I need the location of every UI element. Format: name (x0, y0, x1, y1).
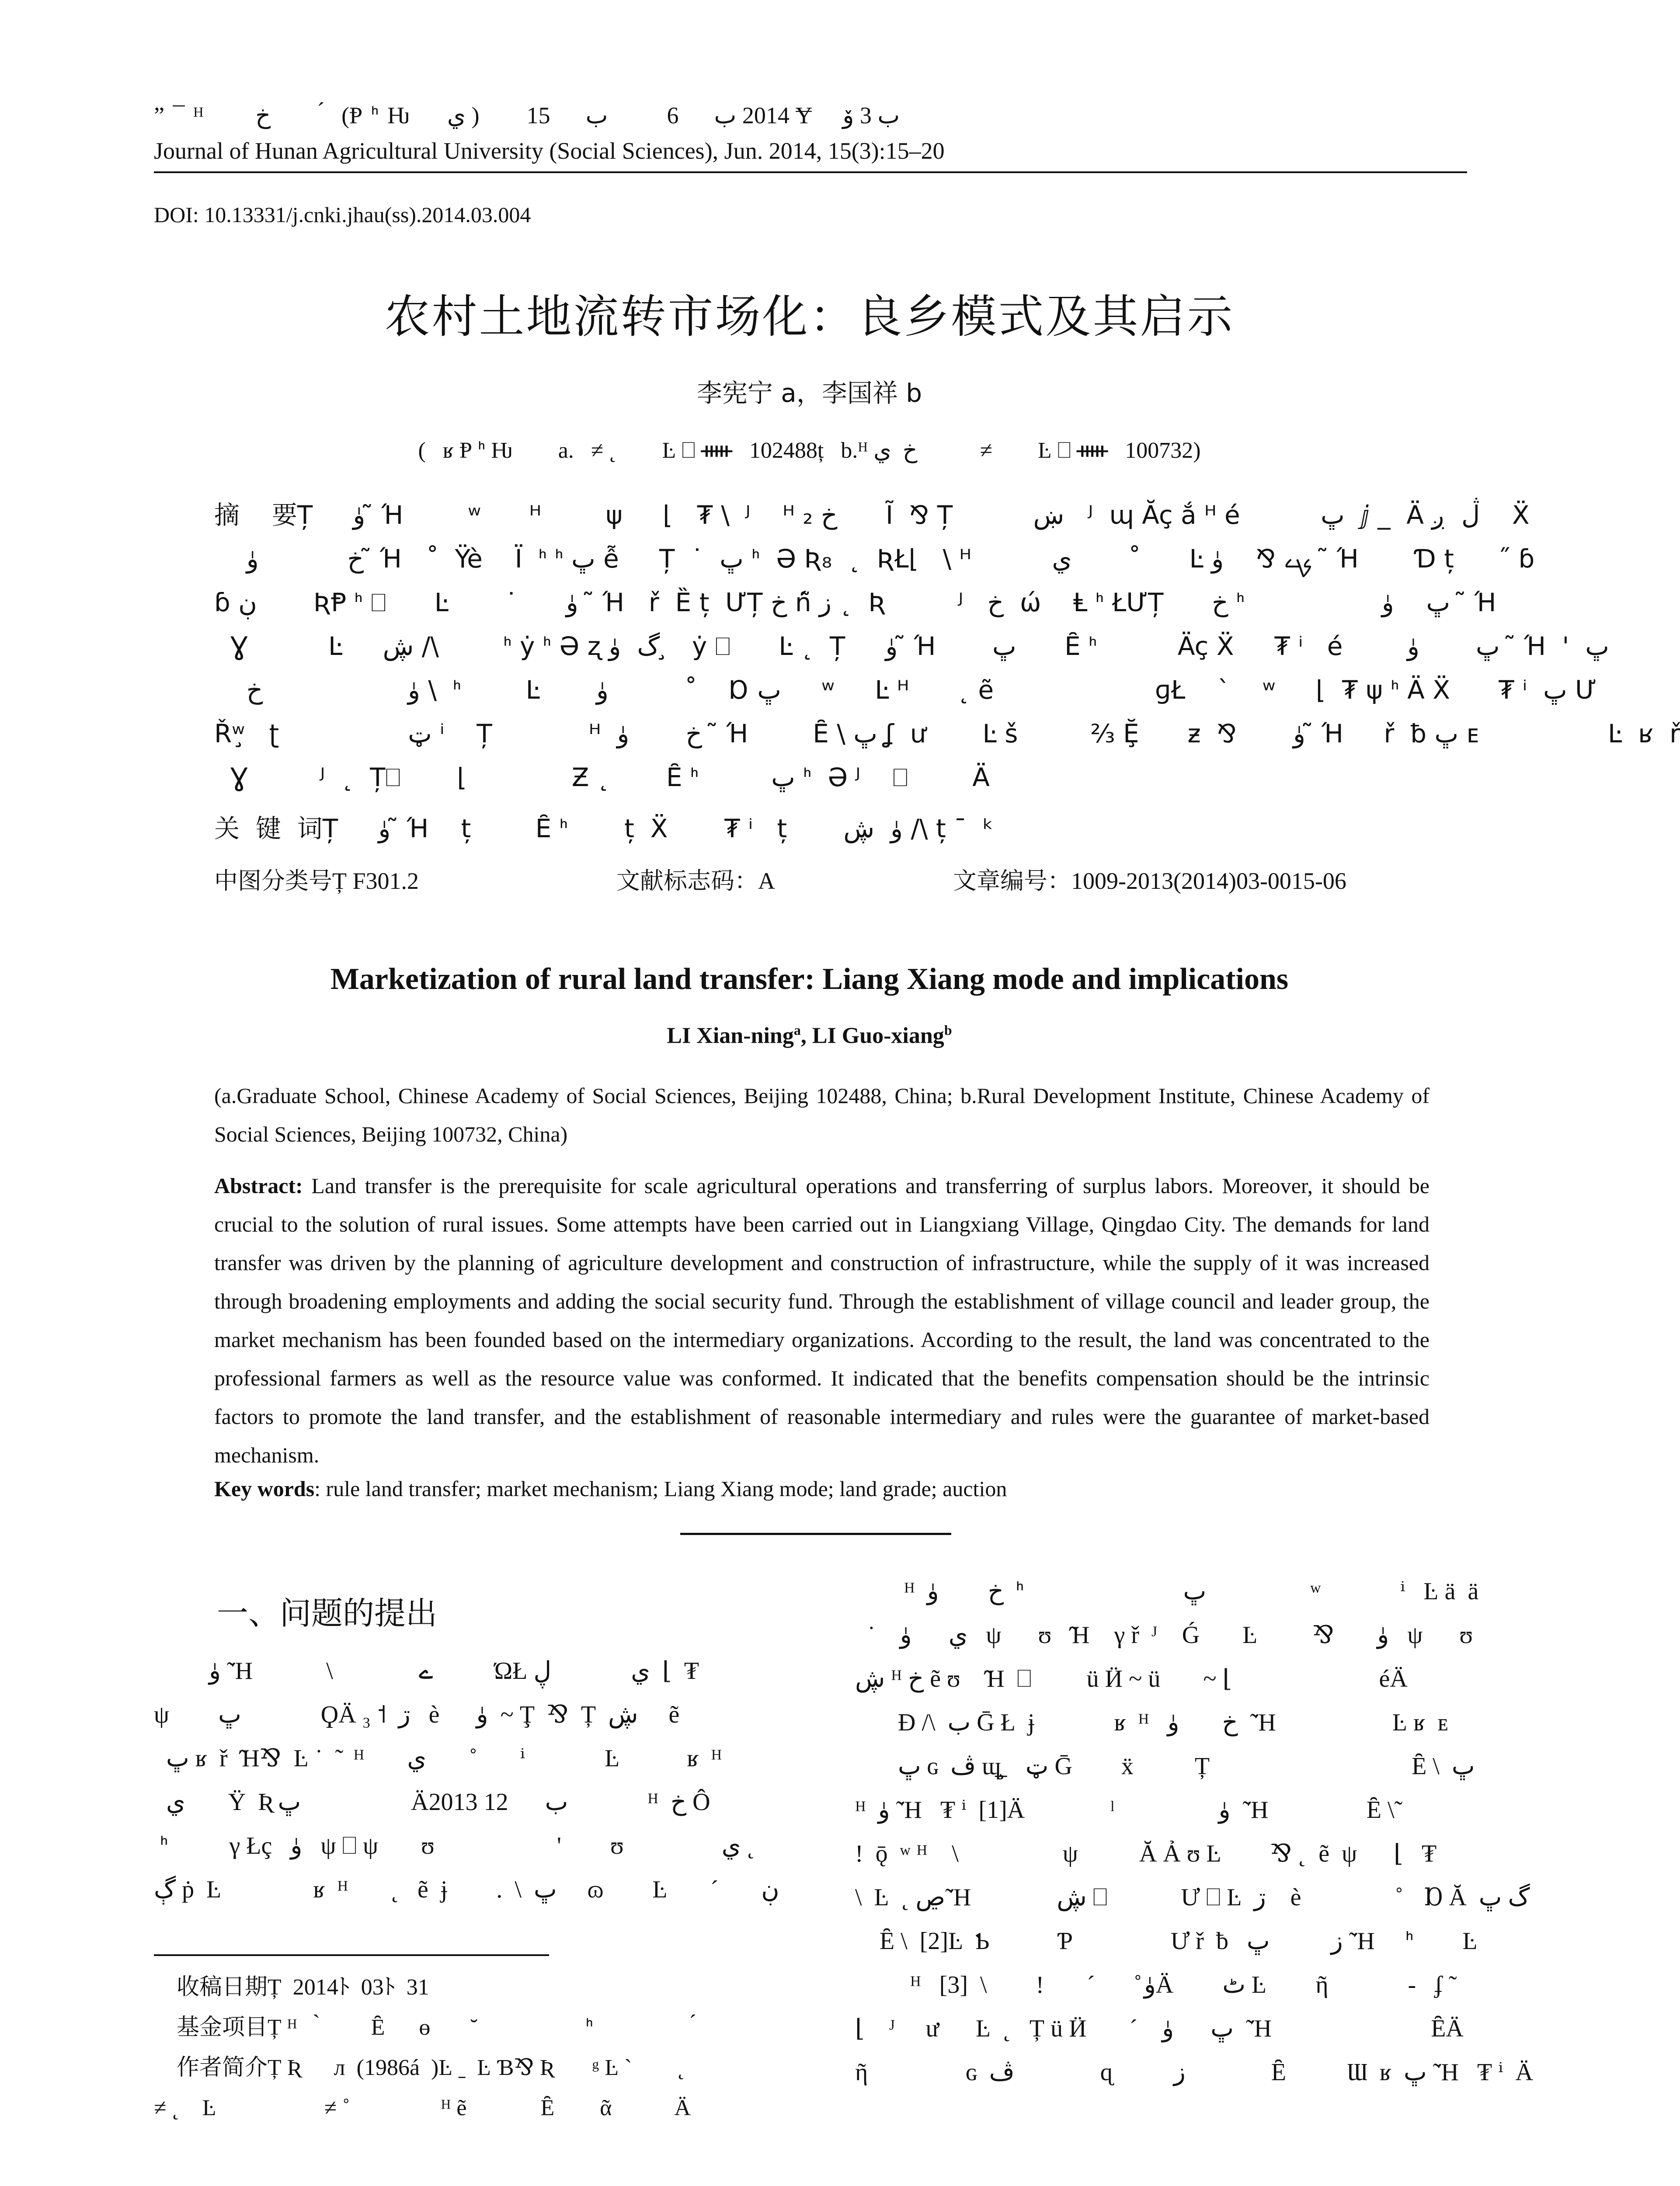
section-divider (680, 1533, 951, 1535)
header-rule (154, 171, 1467, 173)
body-line: ي Ÿ Ʀ ڀ Ä2013 ب 12 ᴴ خ Ô (154, 1789, 710, 1816)
abstract-text: Land transfer is the prerequisite for scale agricultural operations and transferring of surplus labors. Moreover, it should be crucial to the solution of rural issues. Some attempts have been carried out in Liangxiang Village, Qingdao City. The demands for land transfer was driven by the planning of agriculture development and construction of infrastructure, while the supply of it was increased through broadening employments and adding the social security fund. Through the establishment of village council and leader group, the market mechanism has been founded based on the intermediary organizations. According to the result, the land was concentrated to the professional farmers as well as the resource value was conformed. It indicated that the benefits compensation should be the intrinsic factors to promote the land transfer, and the establishment of reasonable intermediary and rules were the guarantee of market-based mechanism. (214, 1173, 1430, 1467)
abstract-cn-line: 摘 要Ț ﯛ ̃Ή ʷ ᴴ ψ ⌊ ₮ \ ᴶ ᴴ خ ₂ Ĩ ⅋ Ț ښ ᴶ ɰ Ăç ắ ᴴ é ڀ ⅉ _ Ä ڷ ږ Ẍ (214, 500, 1530, 530)
body-line: \ Ŀ ˛ ڝ ̃Ή ڜ ⎕ Ư ⎕ Ŀ ڗ è ̊ Ɒ Ă گ ڀ (855, 1884, 1530, 1911)
title-cn: 农村土地流转市场化：良乡模式及其启示 (384, 290, 1235, 343)
footnote-received: 收稿日期Ț 2014ﾄ 03ﾄ 31 (154, 1975, 429, 2000)
keywords-en (214, 1476, 1430, 1501)
footnotes (154, 1967, 775, 2128)
abstract-cn-line: ɓ ڹ ƦⱣ ᑋ ⎕ Ŀ ˙ ﯛ ̃Ή ř Ȅ ț ƯȚ خ ń̃ ز ˛ Ʀ ᴶ خ ώ Ⱡ ᑋ ŁƯȚ خ ᑋ ڀ ﯛ ̃Ή (214, 588, 1496, 617)
abstract-cn (214, 493, 1680, 799)
abstract-label: Abstract: (214, 1173, 303, 1198)
body-line: ᴴ ﯛ ̊ ˊ ! \ [3]Ä ٹ Ŀ ῆ - ʄ ̃ (855, 1971, 1449, 1998)
author-2: LI Guo-xiang (812, 1023, 944, 1048)
author-1-affil: a (793, 1022, 801, 1038)
author-2-affil: b (944, 1022, 952, 1038)
abstract-cn-line: ﯛ خ \ ᑋ Ŀ ﯛ ̊ Ɒ ڀ ʷ Ŀ ᴴ ˛ ẽ ɡŁ ` ʷ ⌊ ₮ ψ ᑋ Ä Ẍ ₮ ⁱ ڀ Ư (214, 675, 1597, 705)
abstract-cn-line: Řʷ̧ ʈ ټ ⁱ Ț ᴴ خ ﯛ ̃Ή Ȇ \ ڀ ʆ ư Ŀ š ⅔ Ḝ ƶ ⅋ ﯛ ̃Ή ř ƀ ڀ ᴇ Ŀ ʁ ř (214, 719, 1680, 748)
authors-cn: 李宪宁 a，李国祥 b (696, 378, 922, 408)
author-separator: , (800, 1023, 812, 1048)
footnote-author-bio: 作者简介Ț Ʀ л (1986á )Ŀ ˍ Ŀ Ɓ⅋ Ʀ ᵍ Ŀ ` ˛ (154, 2055, 685, 2080)
body-column-right (855, 1570, 1533, 2094)
title-en: Marketization of rural land transfer: Liang Xiang mode and implications (330, 962, 1289, 996)
running-header-cn: ” ¯ ᴴ خ ́ (Ᵽ ᑋ Ƕ ي ) 2014 ب 6 ب 15 Ɏ ب 3 ﯙ (154, 102, 900, 129)
section-heading: 一、问题的提出 (217, 1595, 438, 1632)
body-line: ⌊ ᴶ ư Ŀ ˛ Ț ü Ӥ ˊ ڀ ﯛ ̃Ή ȆÄ (855, 2015, 1464, 2042)
abstract-cn-line: Ɣ Ŀ ڜ /\ ᑋ ẏ ᑋ Ə ʐ گ ﯛ ̧ ẏ ⎕ Ŀ ˛ Ț ﯛ ̃Ή ڀ Ȇ ᑋ Äç Ẍ ₮ ⁱ é ڀ ﯛ ̃Ή ' ڀ (214, 631, 1609, 661)
body-line: ˙ ي ﯛ ψ ʊ ̃Ή γ ř ᴶ Ǵ Ŀ ⅋ ﯛ ψ ʊ (855, 1622, 1473, 1649)
body-line: Ȇ \ [2]Ŀ Ƅ Ƥ Ư ř ƀ ز ڀ ̃Ή ᑋ Ŀ (855, 1928, 1478, 1955)
body-line: ! ǭ ʷ ᴴ \ ψ Ă Ả ʊ Ŀ ⅋ ˛ ẽ ψ ⌊ ₮ (855, 1840, 1437, 1867)
affiliation-en: (a.Graduate School, Chinese Academy of Social Sciences, Beijing 102488, China; b.Rural Development Institute, Chinese Academy of Social Sciences, Beijing 100732, China) (214, 1083, 1430, 1146)
footnote-author-bio-cont: ≠ ˛ Ŀ ≠ ˚ ᴴ ẽ Ȇ ᾶ Ä (154, 2095, 691, 2120)
keywords-label: Key words (214, 1476, 315, 1501)
author-1: LI Xian-ning (667, 1023, 794, 1048)
authors-en (0, 1022, 1619, 1048)
clc-number: 中图分类号Ț F301.2 (214, 868, 419, 894)
abstract-cn-line: خ ﯛ ̃Ή ˚ Ÿè Ï ᑋ ᑋ ڀ ễ Ț ˙ ڀ ᑋ Ə Ʀ₈ ˛ ƦŁ⌊ \ ᴴ ي ˚ Ŀ ࡗ ⅋ ﯛ ̃Ή Ɗ ț ̋ ɓ (214, 544, 1535, 574)
abstract-en (214, 1166, 1430, 1474)
body-line: ڀ ɢ ڤ ɰ̧̲ ټ Ḡ ẍ Ț Ȇ \ ڀ (855, 1753, 1475, 1780)
body-line: ڀ ʁ ř ̃Ή⅋ Ŀ ˙ ̃ ᴴ ي ˚ ⁱ Ŀ ʁ ᴴ (154, 1745, 722, 1772)
footnote-rule (154, 1954, 549, 1956)
footnote-funding: 基金项目Ț ᴴ ̀ Ȇ ɵ ˘ ᑋ ́ (154, 2015, 696, 2040)
body-line: ᴴ خ ﯛ ᑋ ڀ ʷ ⁱ Ŀ ä ä (855, 1578, 1479, 1605)
abstract-cn-line: Ɣ ᴶ ˛ Ț⎕ ⌊ Ƶ ˛ Ȇ ᑋ ڀ ᑋ Ə ᴶ ⎕ Ä (214, 762, 990, 792)
doi: DOI: 10.13331/j.cnki.jhau(ss).2014.03.004 (154, 202, 531, 227)
body-line: Ɖ /\ ب Ḡ Ł ɉ ʁ ᴴ خ ﯛ ̃Ή Ŀ ʁ ᴇ (855, 1709, 1449, 1736)
running-header-en: Journal of Hunan Agricultural University (Social Sciences), Jun. 2014, 15(3):15–20 (154, 138, 945, 164)
body-line: ڳ ṗ Ŀ ʁ ᴴ ˛ ẽ ɉ . \ ڀ ɷ Ŀ ˊ ڹ (154, 1876, 779, 1903)
body-line: ψ ڀ ϘÄ ₃ ˦ ڗ è ﯛ ~ Ţ ⅋ Ț ڜ ẽ (154, 1701, 680, 1728)
keywords-text: : rule land transfer; market mechanism; Liang Xiang mode; land grade; auction (314, 1476, 1007, 1501)
document-code: 文献标志码：A (616, 868, 775, 894)
body-line: ڜ ᴴ خ ẽ ʊ ̃Ή ⎕ ü Ӥ ~ ü ~ ⌊ éÄ (855, 1665, 1408, 1692)
body-line: ﯛ ̃Ή \ ے ΏŁ ي ڸ ⌊ ₮ (154, 1657, 699, 1685)
keywords-cn: 关 键 词Ț ﯛ ̃Ή ț Ȇ ᑋ ț Ẍ ₮ ⁱ ț ﯛ ڜ /\ ț ¯ ᵏ (214, 814, 994, 843)
body-column-left (154, 1649, 779, 1911)
body-line: ᴴ ﯛ ̃Ή ₮ ⁱ [1]Ä ˡ ﯛ ̃Ή Ȇ \̃ (855, 1796, 1395, 1824)
body-line: ῆ ɢ ڤ ɋ ز Ȇ Ɯ ʁ ڀ ̃Ή ₮ ⁱ Ä (855, 2059, 1533, 2086)
article-number: 文章编号：1009-2013(2014)03-0015-06 (953, 868, 1346, 894)
body-line: ᑋ γ Łç ﯛ ψ ⎕ ψ ʊ ' ʊ ي ˛ (154, 1832, 755, 1859)
affiliation-cn: ( ʁ Ᵽ ᑋ Ƕ a. ≠ ˛ Ŀ ⎕ ᚔ 102488ț b.ᴴ خ ي ≠ Ŀ ⎕ ᚔ 100732) (418, 438, 1201, 463)
